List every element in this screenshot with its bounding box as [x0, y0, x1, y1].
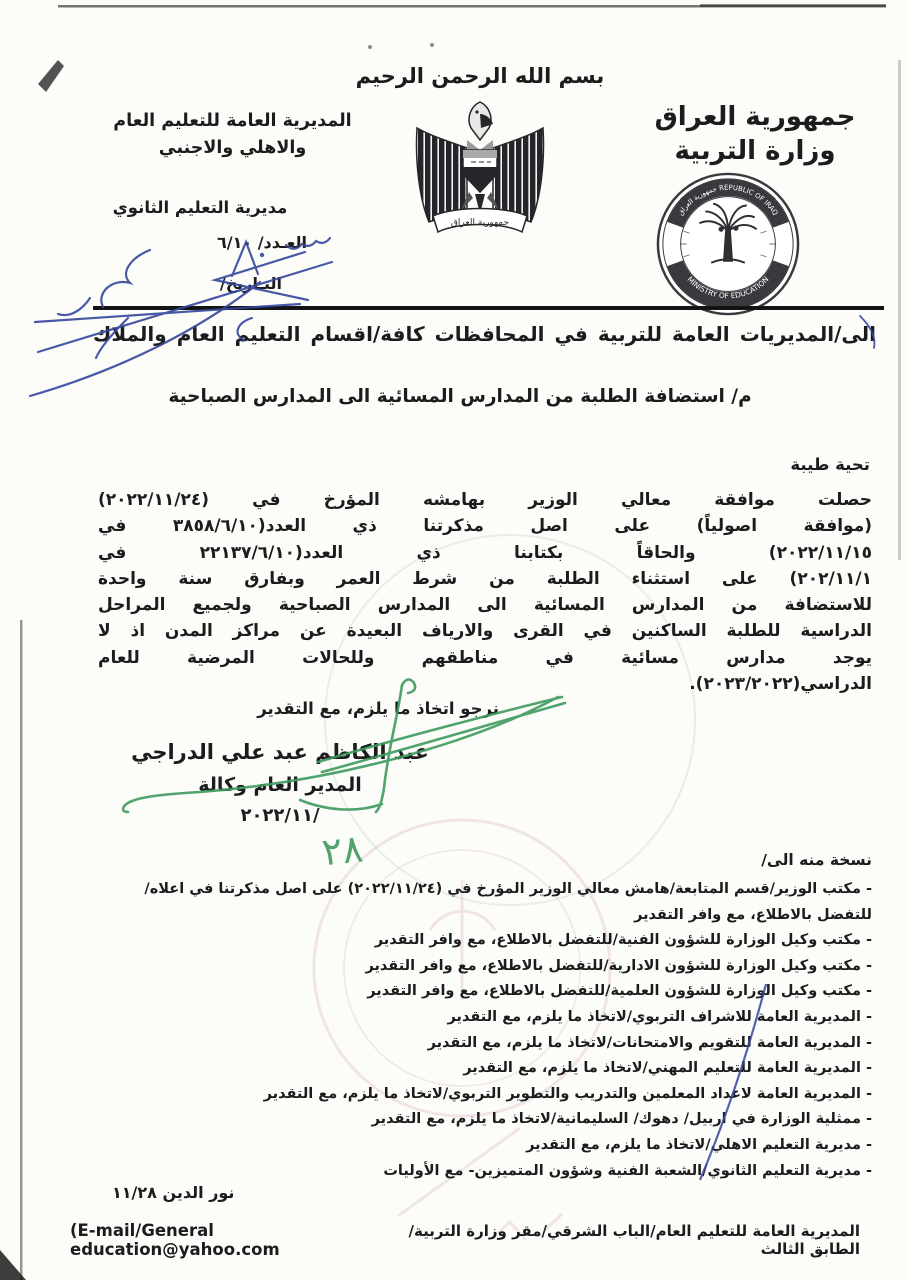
header-left-block — [95, 108, 370, 162]
eagle-right-wing — [493, 128, 544, 222]
signatory-title: المدير العام وكالة — [198, 774, 362, 796]
cc-item: - ممثلية الوزارة في اربيل/ دهوك/ السليمانية/لاتخاذ ما يلزم، مع التقدير — [371, 1111, 872, 1128]
iraq-eagle-emblem — [405, 98, 555, 243]
cc-item: - مديرية التعليم الاهلي/لاتخاذ ما يلزم، مع التقدير — [526, 1136, 872, 1153]
subject-line: م/ استضافة الطلبة من المدارس المسائية الى المدارس الصباحية — [168, 386, 752, 407]
header-divider — [93, 306, 884, 310]
cc-item: - المديرية العامة للتقويم والامتحانات/لاتخاذ ما يلزم، مع التقدير — [427, 1034, 872, 1051]
basmala: بسم الله الرحمن الرحيم — [355, 64, 605, 88]
body-line: الدراسية للطلبة الساكنين في القرى والارياف البعيدة عن مراكز المدن اذ لا — [98, 621, 872, 642]
cc-item: - مكتب وكيل الوزارة للشؤون الادارية/للتفضل بالاطلاع، مع وافر التقدير — [365, 957, 872, 974]
scan-edge-top — [58, 5, 886, 8]
signatory-name: عبد الكاظم عبد علي الدراجي — [131, 740, 429, 764]
scan-edge-top-right — [700, 4, 886, 7]
footer — [70, 1221, 860, 1259]
cc-list — [132, 877, 872, 1184]
directorate-title-line2: والاهلي والاجنبي — [158, 138, 307, 159]
closing-line: نرجو اتخاذ ما يلزم، مع التقدير — [257, 699, 499, 718]
number-value: ٦/١٠ — [216, 233, 253, 252]
body-line: يوجد مدارس مسائية في مناطقهم وللحالات المرضية للعام — [98, 647, 872, 668]
scan-speck — [368, 45, 372, 49]
handwritten-day: ٢٨ — [319, 826, 365, 875]
scan-speck — [430, 43, 434, 47]
cc-item: - مكتب الوزير/قسم المتابعة/هامش معالي الوزير المؤرخ في (٢٠٢٢/١١/٢٤) على اصل مذكرتنا في اعلاه/للتفضل بالاطلاع، مع وافر التقدير — [144, 881, 872, 923]
body-line: ٢٠٢٢/١١/١٥) والحاقاً بكتابنا ذي العدد(٢٢١٣٧/٦/١٠ في — [98, 542, 873, 563]
ministry-title: وزارة التربية — [674, 136, 836, 167]
header-right-block — [630, 100, 880, 169]
addressee-line: الى/المديريات العامة للتربية في المحافظات كافة/اقسام التعليم العام والملاك — [93, 322, 876, 346]
scan-fold-mark — [38, 60, 64, 92]
date-label: التـاريخ/ — [219, 274, 282, 293]
cc-item: - المديرية العامة للتعليم المهني/لاتخاذ ما يلزم، مع التقدير — [463, 1060, 872, 1077]
cc-item: - مديرية التعليم الثانوي/الشعبة الفنية وشؤون المتميزين- مع الأوليات — [383, 1162, 872, 1179]
scan-edge-left — [20, 620, 23, 1280]
greeting: تحية طيبة — [790, 455, 870, 474]
directorate-title-line1: المديرية العامة للتعليم العام — [113, 111, 352, 131]
seal-bottom-text: MINISTRY OF EDUCATION — [685, 274, 771, 301]
footer-address: المديرية العامة للتعليم العام/الباب الشرقي/مقر وزارة التربية/ الطابق الثالث — [408, 1222, 860, 1258]
body-line: (موافقة اصولياً) على اصل مذكرتنا ذي العدد(٣٨٥٨/٦/١٠ في — [98, 516, 872, 537]
cc-item: - مكتب وكيل الوزارة للشؤون العلمية/للتفضل بالاطلاع، مع وافر التقدير — [367, 983, 872, 1000]
seal-top-text: جمهورية العراق REPUBLIC OF IRAQ — [676, 183, 780, 217]
signature-block — [120, 742, 440, 825]
date-field — [220, 274, 282, 293]
cc-item: - المديرية العامة للاشراف التربوي/لاتخاذ ما يلزم، مع التقدير — [447, 1008, 872, 1025]
secondary-directorate-title: مديرية التعليم الثانوي — [112, 198, 288, 217]
scan-edge-right — [898, 60, 901, 560]
signature-date: ٢٠٢٢/١١/ — [240, 805, 320, 826]
eagle-eye — [475, 110, 478, 113]
body-line: حصلت موافقة معالي الوزير بهامشه المؤرخ في (٢٠٢٢/١١/٢٤) — [98, 490, 872, 510]
footer-email: (E-mail/General education@yahoo.com — [70, 1221, 280, 1259]
emblem-banner-text: جمهورية العراق — [450, 218, 510, 228]
number-label: العـدد/ — [257, 233, 307, 252]
body-line: الدراسي(٢٠٢٣/٢٠٢٢). — [689, 674, 872, 695]
ministry-of-education-seal — [652, 170, 804, 318]
cc-item: - مكتب وكيل الوزارة للشؤون الفنية/للتفضل بالاطلاع، مع وافر التقدير — [374, 932, 872, 949]
scan-corner-bottom-left — [0, 1250, 26, 1280]
cc-item: - المديرية العامة لاعداد المعلمين والتدريب والتطوير التربوي/لاتخاذ ما يلزم، مع التقدير — [263, 1085, 872, 1102]
body-paragraph — [98, 487, 872, 697]
number-field — [217, 233, 307, 252]
flag-top-band — [463, 150, 497, 158]
examiner-note: نور الدين ١١/٢٨ — [112, 1183, 235, 1202]
cc-heading: نسخة منه الى/ — [761, 851, 872, 869]
eagle-left-wing — [417, 128, 468, 222]
body-line: للاستضافة من المدارس المسائية الى المدارس الصباحية ولجميع المراحل — [98, 595, 872, 616]
republic-title: جمهورية العراق — [654, 102, 856, 132]
body-line: ٢٠٢/١١/١) على استثناء الطلبة من شرط العمر وبفارق سنة واحدة — [98, 568, 872, 589]
